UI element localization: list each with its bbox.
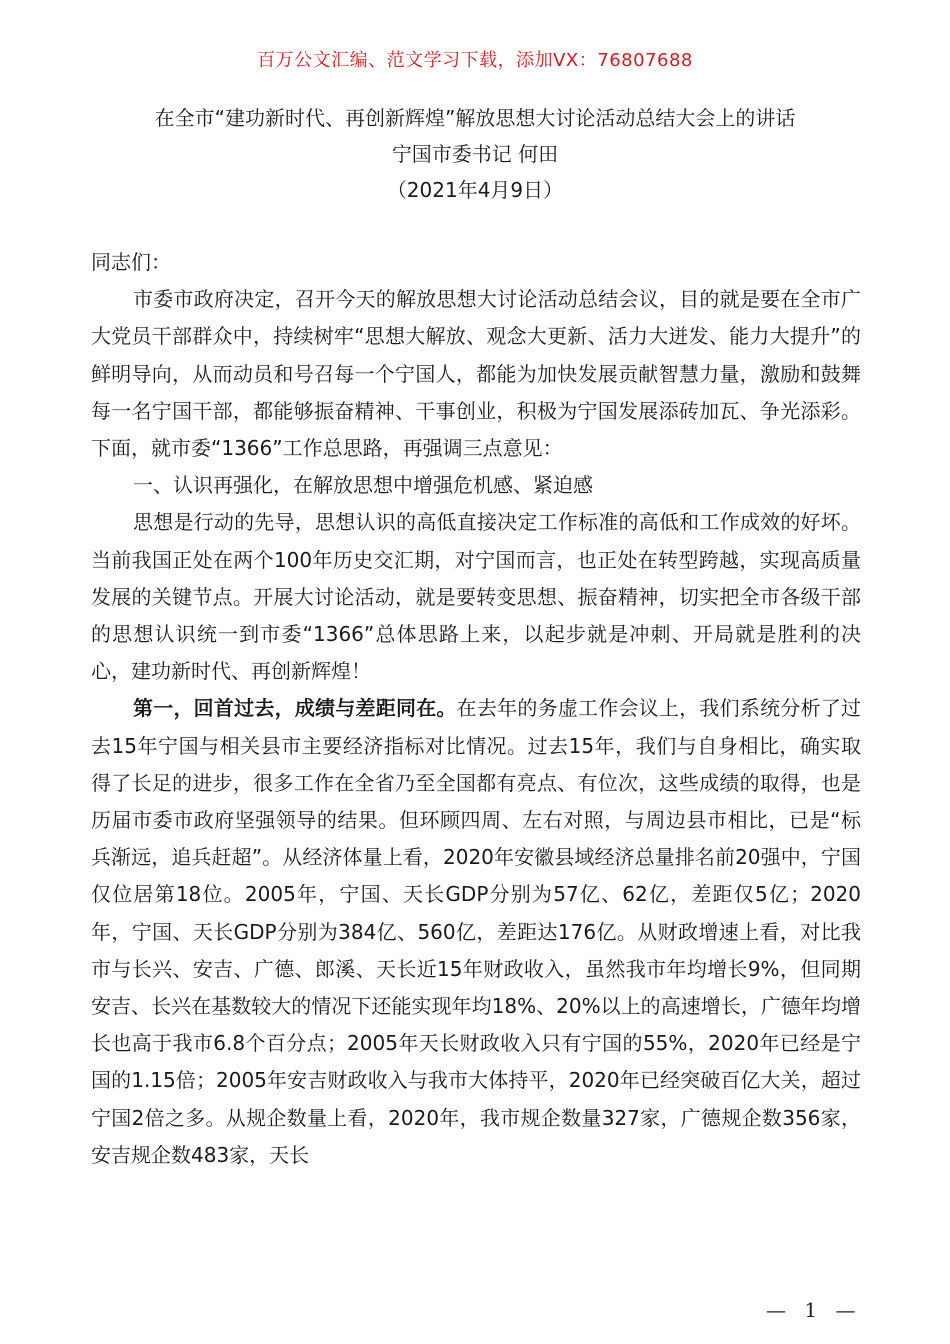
speaker-line: 宁国市委书记 何田	[391, 142, 559, 166]
point-lead: 第一，回首过去，成绩与差距同在。	[133, 696, 457, 721]
paragraph-thought: 思想是行动的先导，思想认识的高低直接决定工作标准的高低和工作成效的好坏。当前我国正处在两个100年历史交汇期，对宁国而言，也正处在转型跨越，实现高质量发展的关键节点。开展大讨论活动，就是要转变思想、振奋精神，切实把全市各级干部的思想认识统一到市委“1366”总体思路上来，以起步就是冲刺、开局就是胜利的决心，建功新时代、再创新辉煌！	[91, 510, 861, 684]
speech-date: （2021年4月9日）	[386, 178, 564, 202]
watermark-banner: 百万公文汇编、范文学习下载，添加VX：76807688	[257, 50, 693, 71]
paragraph-intro: 市委市政府决定，召开今天的解放思想大讨论活动总结会议，目的就是要在全市广大党员干部群众中，持续树牢“思想大解放、观念大更新、活力大迸发、能力大提升”的鲜明导向，从而动员和号召每一个宁国人，都能为加快发展贡献智慧力量，激励和鼓舞每一名宁国干部，都能够振奋精神、干事创业，积极为宁国发展添砖加瓦、争光添彩。下面，就市委“1366”工作总思路，再强调三点意见：	[91, 287, 861, 461]
paragraph-first-point	[91, 690, 861, 1174]
speech-title: 在全市“建功新时代、再创新辉煌”解放思想大讨论活动总结大会上的讲话	[154, 106, 796, 130]
point-text: 在去年的务虚工作会议上，我们系统分析了过去15年宁国与相关县市主要经济指标对比情况。过去15年，我们与自身相比，确实取得了长足的进步，很多工作在全省乃至全国都有亮点、有位次，这些成绩的取得，也是历届市委市政府坚强领导的结果。但环顾四周、左右对照，与周边县市相比，已是“标兵渐远，追兵赶超”。从经济体量上看，2020年安徽县域经济总量排名前20强中，宁国仅位居第18位。2005年，宁国、天长GDP分别为57亿、62亿，差距仅5亿；2020年，宁国、天长GDP分别为384亿、560亿，差距达176亿。从财政增速上看，对比我市与长兴、安吉、广德、郎溪、天长近15年财政收入，虽然我市年均增长9%，但同期安吉、长兴在基数较大的情况下还能实现年均18%、20%以上的高速增长，广德年均增长也高于我市6.8个百分点；2005年天长财政收入只有宁国的55%，2020年已经是宁国的1.15倍；2005年安吉财政收入与我市大体持平，2020年已经突破百亿大关，超过宁国2倍之多。从规企数量上看，2020年，我市规企数量327家，广德规企数356家，安吉规企数483家，天长	[91, 696, 862, 1167]
speech-title-block	[0, 100, 950, 208]
speech-body	[91, 244, 861, 1174]
salutation: 同志们：	[91, 250, 171, 274]
section-heading-1: 一、认识再强化，在解放思想中增强危机感、紧迫感	[133, 473, 593, 498]
page-number: — 1 —	[766, 1298, 862, 1322]
